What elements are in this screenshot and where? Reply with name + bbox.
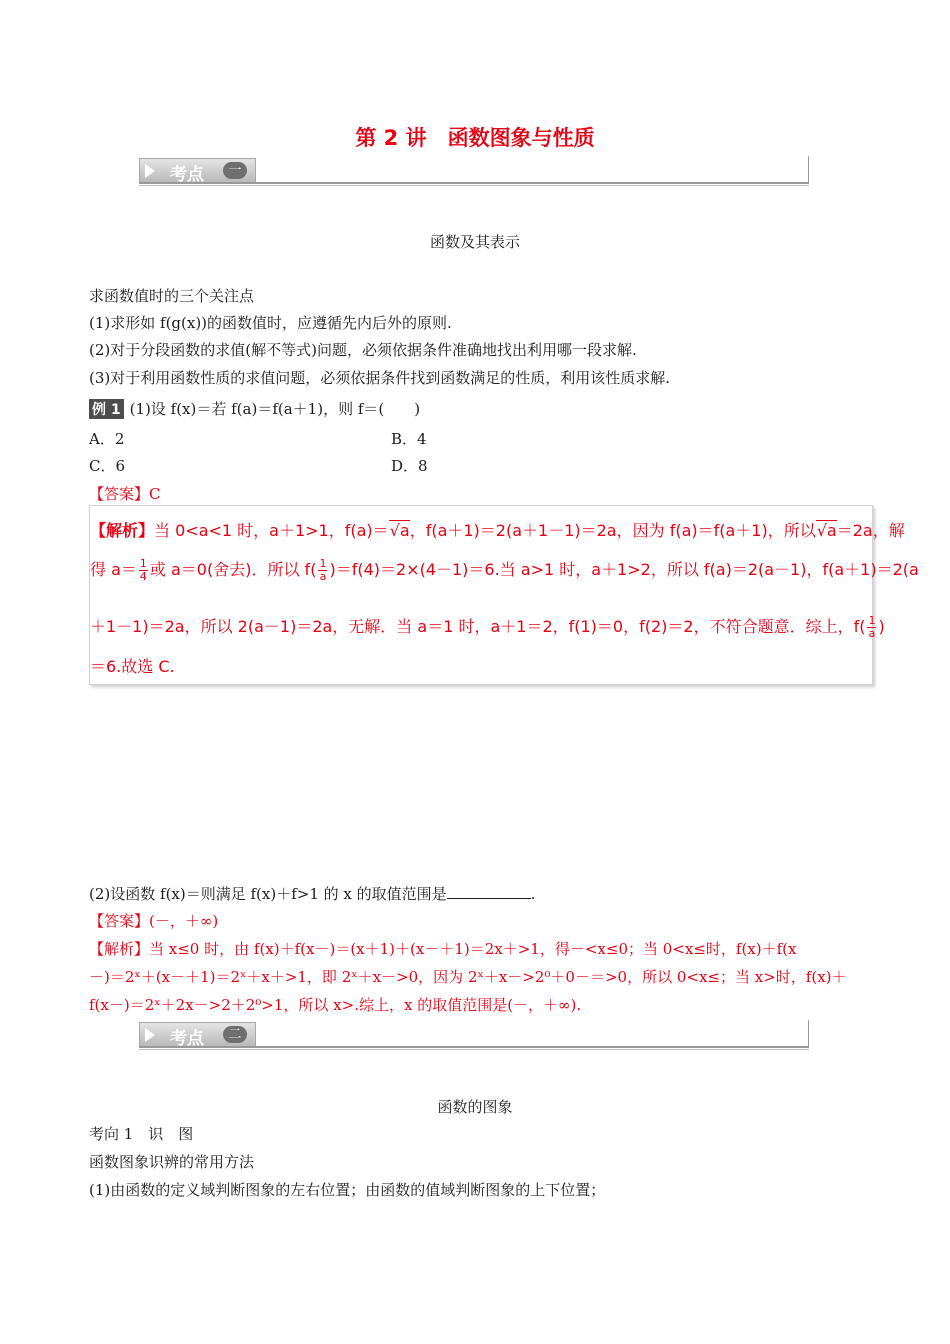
analysis-text: 当 0<a<1 时，a＋1>1，f(a)＝ (154, 521, 389, 540)
section-2-title: 函数的图象 (437, 1098, 513, 1116)
example-2-analysis-3: f(x－)＝2ˣ＋2x－>2＋2⁰>1，所以 x>.综上，x 的取值范围是(－，＋∞). (89, 996, 582, 1014)
sqrt-arg: a (826, 521, 837, 540)
analysis-line-2: 得 a＝ $\frac{1}{4}$ 或 a＝0(舍去)．所以 f( $\frac{1}{a}$ )＝f(4)＝2×(4－1)＝6.当 a>1 时，a＋1>2，所以 f(a)＝2(a－1)，f(a＋1)＝2(a (90, 557, 919, 583)
example-2-question (89, 883, 535, 904)
analysis-text: 当 x≤0 时，由 f(x)＋f(x－)＝(x＋1)＋(x－＋1)＝2x＋>1，得－<x≤0；当 0<x≤时，f(x)＋f(x (149, 940, 797, 958)
numerator: 1 (139, 557, 147, 570)
example-badge: 例 1 (89, 399, 124, 419)
banner-rule-thin (139, 1049, 809, 1050)
kaodian-1-banner (139, 156, 809, 186)
banner-rule-thin (139, 185, 809, 186)
focus-item-2: (2)对于分段函数的求值(解不等式)问题，必须依据条件准确地找出利用哪一段求解. (89, 341, 637, 359)
answer-value: (－，＋∞) (149, 912, 219, 930)
kaodian-tab (139, 1022, 256, 1048)
sqrt-a: √a (389, 521, 410, 540)
question-text: (2)设函数 f(x)＝则满足 f(x)＋f>1 的 x 的取值范围是 (89, 885, 447, 903)
analysis-line-1 (90, 518, 905, 541)
banner-rule (139, 182, 809, 184)
banner-rule (139, 1046, 809, 1048)
play-arrow-icon (145, 164, 155, 178)
analysis-text: ，f(a＋1)＝2(a＋1－1)＝2a，因为 f(a)＝f(a＋1)，所以 (409, 521, 816, 540)
banner-end-rule (808, 156, 809, 184)
focus-item-1: (1)求形如 f(g(x))的函数值时，应遵循先内后外的原则. (89, 314, 452, 332)
kaodian-2-banner (139, 1020, 809, 1050)
analysis-line-3: ＋1－1)＝2a，所以 2(a－1)＝2a，无解．当 a＝1 时，a＋1＝2，f(1)＝0，f(2)＝2，不符合题意．综上，f( $\frac{1}{a}$ ) (90, 614, 885, 640)
kaodian-label: 考点 (170, 165, 204, 185)
analysis-text: ＋1－1)＝2a，所以 2(a－1)＝2a，无解．当 a＝1 时，a＋1＝2，f(1)＝0，f(2)＝2，不符合题意．综上，f (90, 617, 860, 636)
banner-end-rule (808, 1020, 809, 1048)
example-2-analysis-2: －)＝2ˣ＋(x－＋1)＝2ˣ＋x＋>1，即 2ˣ＋x－>0，因为 2ˣ＋x－>2⁰＋0－＝>0，所以 0<x≤；当 x>时，f(x)＋ (89, 968, 847, 986)
example-2-answer (89, 910, 218, 931)
numerator: 1 (868, 614, 876, 627)
fraction-1-4 (139, 558, 148, 583)
answer-label: 【答案】 (89, 912, 150, 930)
denominator: 4 (139, 570, 147, 583)
method-1: (1)由函数的定义域判断图象的左右位置；由函数的值域判断图象的上下位置； (89, 1181, 606, 1199)
analysis-line-4: ＝6.故选 C. (90, 657, 175, 676)
answer-value: C (149, 485, 161, 503)
numerator: 1 (319, 557, 327, 570)
focus-heading: 求函数值时的三个关注点 (89, 287, 255, 305)
question-text: . (530, 885, 536, 903)
fraction-1-a (318, 558, 327, 583)
option-c: C．6 (89, 457, 126, 475)
analysis-box (89, 505, 919, 685)
sqrt-arg: a (399, 521, 410, 540)
example-1-question-row (89, 398, 420, 419)
example-1-question: (1)设 f(x)＝若 f(a)＝f(a＋1)，则 f＝( ) (129, 400, 421, 418)
kaodian-number: 一 (223, 162, 247, 179)
analysis-text: ＝f(4)＝2×(4－1)＝6.当 a>1 时，a＋1>2，所以 f(a)＝2(a－1)，f(a＋1)＝2(a (335, 560, 919, 579)
play-arrow-icon (145, 1028, 155, 1042)
example-1-answer (89, 483, 161, 504)
analysis-text: ＝2a，解 (836, 521, 905, 540)
kaodian-label: 考点 (170, 1029, 204, 1049)
kaodian-tab (139, 158, 256, 184)
denominator: a (868, 627, 876, 640)
analysis-label: 【解析】 (90, 521, 155, 540)
analysis-label: 【解析】 (89, 940, 150, 958)
answer-label: 【答案】 (89, 485, 150, 503)
analysis-text: 或 a＝0(舍去)．所以 f (149, 560, 311, 579)
denominator: a (319, 570, 327, 583)
methods-heading: 函数图象识辨的常用方法 (89, 1153, 255, 1171)
kaodian-number: 二 (223, 1026, 247, 1043)
example-2-analysis-1 (89, 938, 796, 959)
analysis-text: 得 a＝ (90, 560, 137, 579)
answer-blank (447, 884, 531, 899)
option-d: D．8 (391, 457, 428, 475)
page-title: 第 2 讲 函数图象与性质 (355, 126, 595, 150)
sqrt-a-2: √a (816, 521, 837, 540)
direction-1: 考向 1 识 图 (89, 1125, 194, 1143)
option-b: B．4 (391, 430, 427, 448)
section-1-title: 函数及其表示 (429, 233, 520, 251)
focus-item-3: (3)对于利用函数性质的求值问题，必须依据条件找到函数满足的性质，利用该性质求解. (89, 369, 671, 387)
fraction-1-a-2 (867, 615, 876, 640)
option-a: A．2 (89, 430, 125, 448)
